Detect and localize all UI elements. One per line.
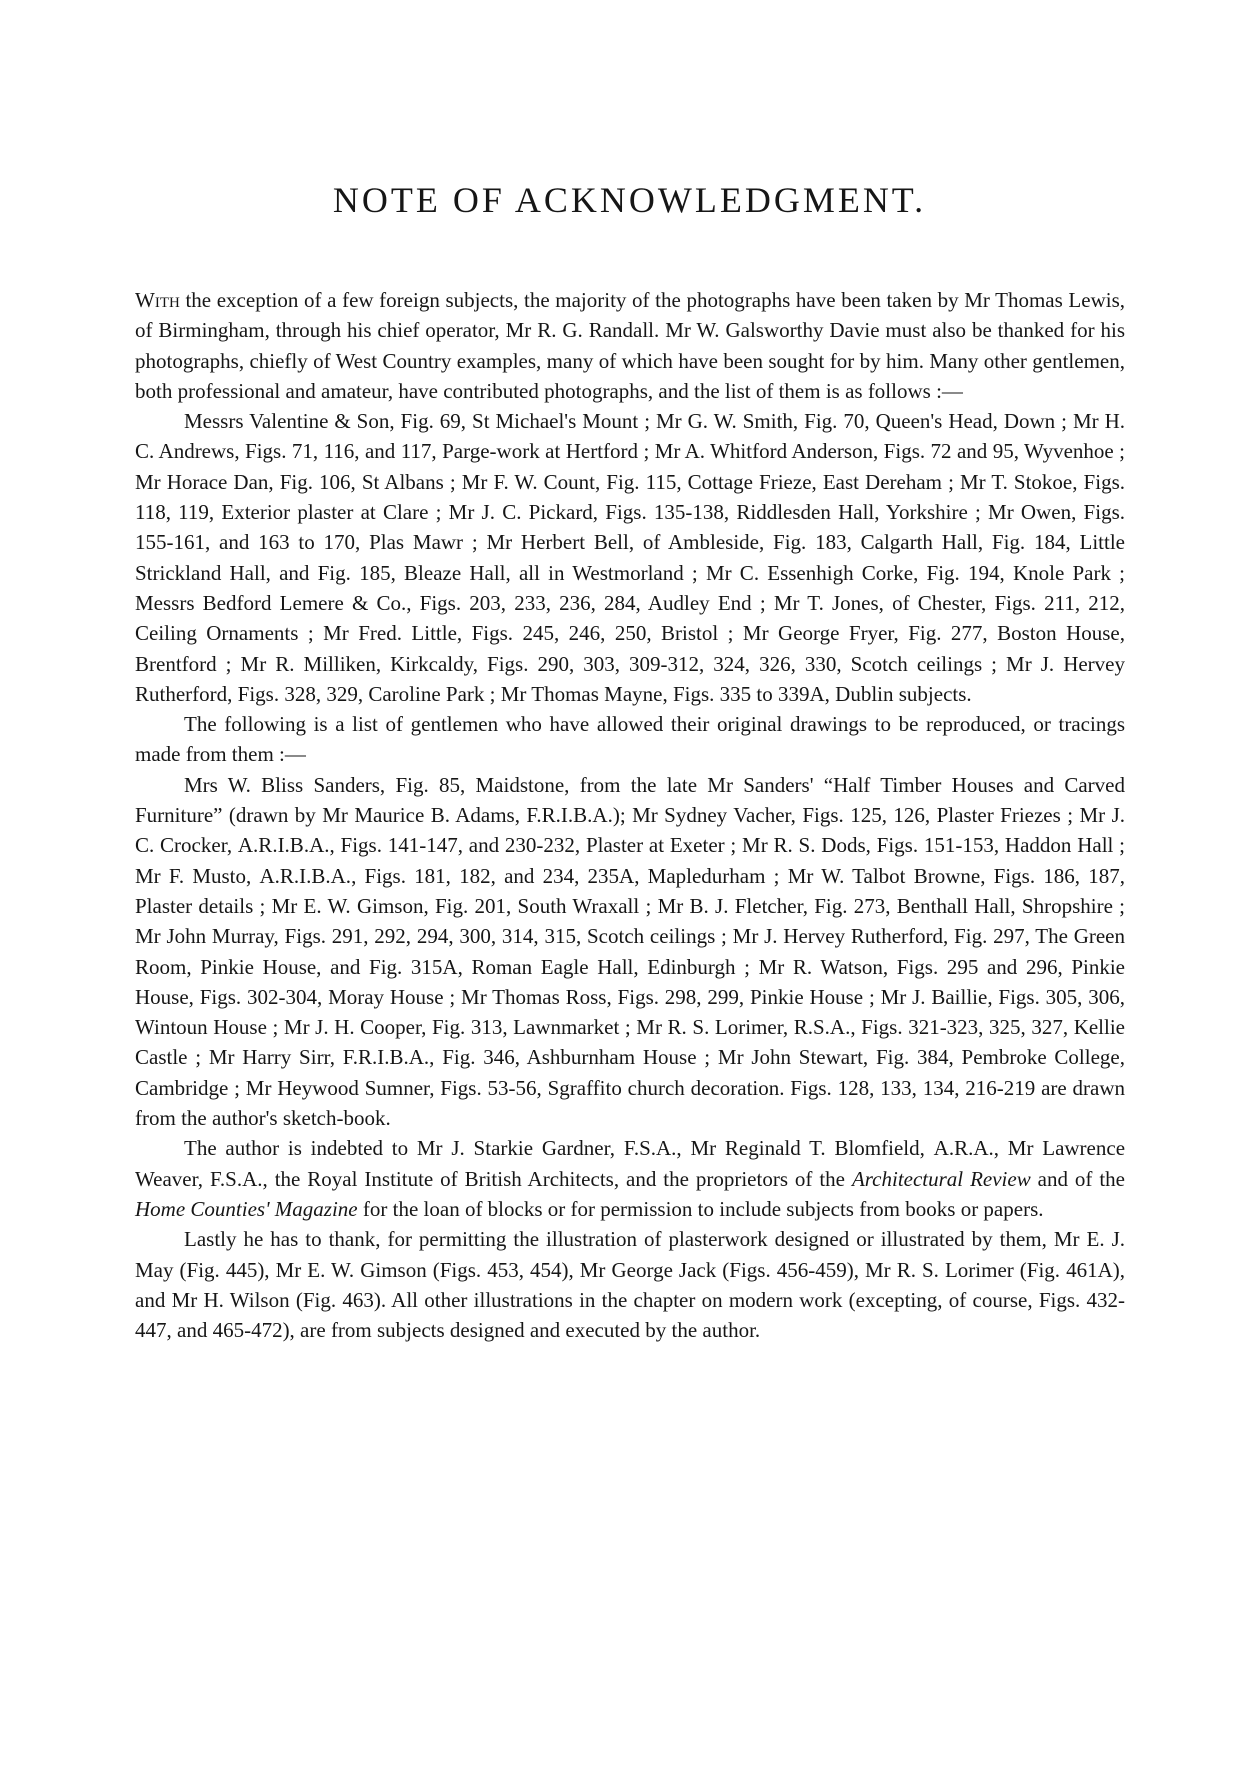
credential-abbrev: A.R.I.B.A. (237, 833, 330, 858)
credential-abbrev: R.S.A. (793, 1015, 851, 1040)
paragraph-drawings-intro (135, 709, 1125, 770)
credential-abbrev: F.R.I.B.A. (526, 803, 613, 828)
text-segment: , Figs. 321-323, 325, 327, Kellie Castle ; Mr Harry Sirr, (135, 1015, 1126, 1070)
paragraph-photographs-intro (135, 285, 1125, 406)
text-segment: , Figs. 141-147, and 230-232, Plaster at Exeter ; Mr R. S. Dods, Figs. 151-153, Haddon Hall ; Mr F. Musto, (135, 833, 1125, 888)
paragraph-text: the exception of a few foreign subjects, the majority of the photographs have been taken by Mr Thomas Lewis, of Birmingham, through his chief operator, Mr R. G. Randall. Mr W. Galsworthy Davie must also be thanked for his photographs, chiefly of West Country examples, many of which have been sought for by him. Many other gentlemen, both professional and amateur, have contributed photographs, and the list of them is as follows :— (135, 288, 1125, 403)
paragraph-lastly (135, 1224, 1125, 1345)
paragraph-drawings-list (135, 770, 1125, 1134)
publication-title: Home Counties' Magazine (135, 1196, 358, 1221)
paragraph-text: The following is a list of gentlemen who have allowed their original drawings to be reproduced, or tracings made from them :— (135, 712, 1125, 767)
paragraph-text: Lastly he has to thank, for permitting the illustration of plasterwork designed or illustrated by them, Mr E. J. May (Fig. 445), Mr E. W. Gimson (Figs. 453, 454), Mr George Jack (Figs. 456-459), Mr R. S. Lorimer (Fig. 461A), and Mr H. Wilson (Fig. 463). All other illustrations in the chapter on modern work (excepting, of course, Figs. 432-447, and 465-472), are from subjects designed and executed by the author. (135, 1227, 1125, 1343)
paragraph-author-indebted (135, 1133, 1125, 1224)
lead-word: With (135, 288, 180, 312)
text-segment: Mrs W. Bliss Sanders, Fig. 85, Maidstone, from the late Mr Sanders' “Half Timber Houses and Carved Furniture” (drawn by Mr Maurice B. Adams, (135, 772, 1125, 828)
text-segment: The author is indebted to Mr J. Starkie Gardner, (184, 1136, 624, 1161)
body-text (135, 285, 1125, 1345)
text-segment: , Fig. 346, Ashburnham House ; Mr John Stewart, Fig. 384, Pembroke College, Cambridge ; Mr Heywood Sumner, Figs. 53-56, Sgraffito church decoration. Figs. 128, 133, 134, 216-219 are drawn from the author's sketch-book. (135, 1045, 1125, 1131)
credential-abbrev: F.S.A. (623, 1136, 677, 1161)
text-segment: , the Royal Institute of British Architects, and the proprietors of the (262, 1166, 852, 1191)
text-segment: ); Mr Sydney Vacher, Figs. 125, 126, Plaster Friezes ; Mr J. C. Crocker, (135, 803, 1125, 858)
credential-abbrev: F.R.I.B.A. (342, 1045, 430, 1070)
text-segment: and of the (1030, 1166, 1125, 1191)
paragraph-text: Messrs Valentine & Son, Fig. 69, St Michael's Mount ; Mr G. W. Smith, Fig. 70, Queen's Head, Down ; Mr H. C. Andrews, Figs. 71, 116, and 117, Parge-work at Hertford ; Mr A. Whitford Anderson, Figs. 72 and 95, Wyvenhoe ; Mr Horace Dan, Fig. 106, St Albans ; Mr F. W. Count, Fig. 115, Cottage Frieze, East Dereham ; Mr T. Stokoe, Figs. 118, 119, Exterior plaster at Clare ; Mr J. C. Pickard, Figs. 135-138, Riddlesden Hall, Yorkshire ; Mr Owen, Figs. 155-161, and 163 to 170, Plas Mawr ; Mr Herbert Bell, of Ambleside, Fig. 183, Calgarth Hall, Fig. 184, Little Strickland Hall, and Fig. 185, Bleaze Hall, all in Westmorland ; Mr C. Essenhigh Corke, Fig. 194, Knole Park ; Messrs Bedford Lemere & Co., Figs. 203, 233, 236, 284, Audley End ; Mr T. Jones, of Chester, Figs. 211, 212, Ceiling Ornaments ; Mr Fred. Little, Figs. 245, 246, 250, Bristol ; Mr George Fryer, Fig. 277, Boston House, Brentford ; Mr R. Milliken, Kirkcaldy, Figs. 290, 303, 309-312, 324, 326, 330, Scotch ceilings ; Mr J. Hervey Rutherford, Figs. 328, 329, Caroline Park ; Mr Thomas Mayne, Figs. 335 to 339A, Dublin subjects. (135, 409, 1125, 706)
credential-abbrev: A.R.I.B.A. (259, 863, 352, 888)
text-segment: for the loan of blocks or for permission to include subjects from books or papers. (357, 1196, 1044, 1221)
credential-abbrev: F.S.A. (209, 1166, 263, 1191)
text-segment: , Figs. 181, 182, and 234, 235A, Mapledurham ; Mr W. Talbot Browne, Figs. 186, 187, Plaster details ; Mr E. W. Gimson, Fig. 201, South Wraxall ; Mr B. J. Fletcher, Fig. 273, Benthall Hall, Shropshire ; Mr John Murray, Figs. 291, 292, 294, 300, 314, 315, Scotch ceilings ; Mr J. Hervey Rutherford, Fig. 297, The Green Room, Pinkie House, and Fig. 315A, Roman Eagle Hall, Edinburgh ; Mr R. Watson, Figs. 295 and 296, Pinkie House, Figs. 302-304, Moray House ; Mr Thomas Ross, Figs. 298, 299, Pinkie House ; Mr J. Baillie, Figs. 305, 306, Wintoun House ; Mr J. H. Cooper, Fig. 313, Lawnmarket ; Mr R. S. Lorimer, (135, 863, 1125, 1040)
text-segment: , Mr Reginald T. Blomfield, (676, 1136, 934, 1161)
page-title: NOTE OF ACKNOWLEDGMENT. (332, 180, 927, 220)
credential-abbrev: A.R.A. (933, 1136, 994, 1161)
publication-title: Architectural Review (851, 1166, 1031, 1191)
paragraph-photographers-list (135, 406, 1125, 709)
text-segment: , Mr Lawrence Weaver, (135, 1136, 1126, 1191)
